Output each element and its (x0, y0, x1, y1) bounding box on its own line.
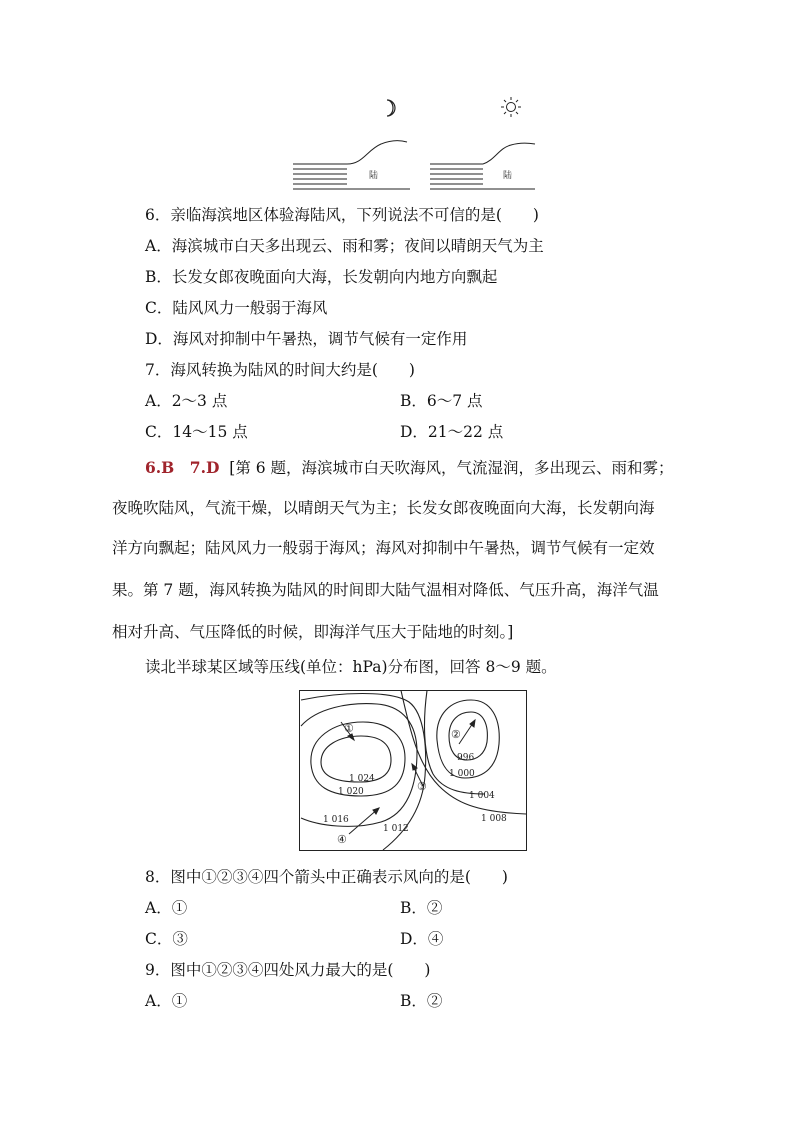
label-1024: 1 024 (349, 774, 375, 784)
right-land-label: 陆 (503, 171, 513, 181)
label-1000: 1 000 (449, 769, 475, 779)
label-1004: 1 004 (469, 791, 495, 801)
q8-stem: 8．图中①②③④四个箭头中正确表示风向的是( ) (145, 868, 508, 886)
marker-2: ② (451, 728, 461, 741)
day-diagram (430, 143, 535, 189)
answer-line-3: 洋方向飘起；陆风风力一般弱于海风；海风对抑制中午暑热，调节气候有一定效 (112, 539, 655, 557)
intro-text: 读北半球某区域等压线(单位：hPa)分布图，回答 8～9 题。 (145, 658, 557, 676)
marker-4: ④ (337, 833, 347, 846)
marker-3: ③ (417, 780, 427, 793)
label-996: 996 (457, 753, 475, 763)
answer-line-2: 夜晚吹陆风，气流干燥，以晴朗天气为主；长发女郎夜晚面向大海，长发朝向海 (112, 499, 655, 517)
sun-icon (501, 97, 521, 117)
night-diagram (293, 141, 410, 189)
answer-line-5: 相对升高、气压降低的时候，即海洋气压大于陆地的时刻。] (112, 623, 514, 641)
q7-option-a: A．2～3 点 (145, 392, 228, 410)
q6-stem: 6．亲临海滨地区体验海陆风，下列说法不可信的是( ) (145, 206, 539, 224)
q8-option-d: D．④ (400, 930, 444, 948)
q6-option-b: B．长发女郎夜晚面向大海，长发朝向内地方向飘起 (145, 268, 498, 286)
q8-option-b: B．② (400, 899, 443, 917)
marker-1: ① (344, 722, 354, 735)
q6-option-c: C．陆风风力一般弱于海风 (145, 299, 328, 317)
q6-option-d: D．海风对抑制中午暑热，调节气候有一定作用 (145, 330, 468, 348)
q7-option-c: C．14～15 点 (145, 423, 248, 441)
q6-option-a: A．海滨城市白天多出现云、雨和雾；夜间以晴朗天气为主 (145, 237, 544, 255)
left-land-label: 陆 (369, 171, 379, 181)
moon-icon (387, 100, 395, 116)
q7-option-b: B．6～7 点 (400, 392, 483, 410)
answer-first-line (145, 458, 674, 478)
label-1020: 1 020 (338, 787, 364, 797)
isobar-map (299, 690, 527, 851)
q9-stem: 9．图中①②③④四处风力最大的是( ) (145, 961, 431, 979)
q7-option-d: D．21～22 点 (400, 423, 504, 441)
label-1008: 1 008 (481, 814, 507, 824)
q8-option-a: A．① (145, 899, 188, 917)
answer-keys: 6.B 7.D (145, 458, 220, 477)
answer-line-1: [第 6 题，海滨城市白天吹海风，气流湿润，多出现云、雨和雾； (229, 459, 674, 477)
q8-option-c: C．③ (145, 930, 188, 948)
q7-stem: 7．海风转换为陆风的时间大约是( ) (145, 361, 415, 379)
label-1012: 1 012 (383, 824, 409, 834)
answer-line-4: 果。第 7 题，海风转换为陆风的时间即大陆气温相对降低、气压升高，海洋气温 (112, 581, 659, 599)
q9-option-b: B．② (400, 992, 443, 1010)
label-1016: 1 016 (323, 815, 349, 825)
land-sea-breeze-figure (285, 92, 545, 197)
q9-option-a: A．① (145, 992, 188, 1010)
